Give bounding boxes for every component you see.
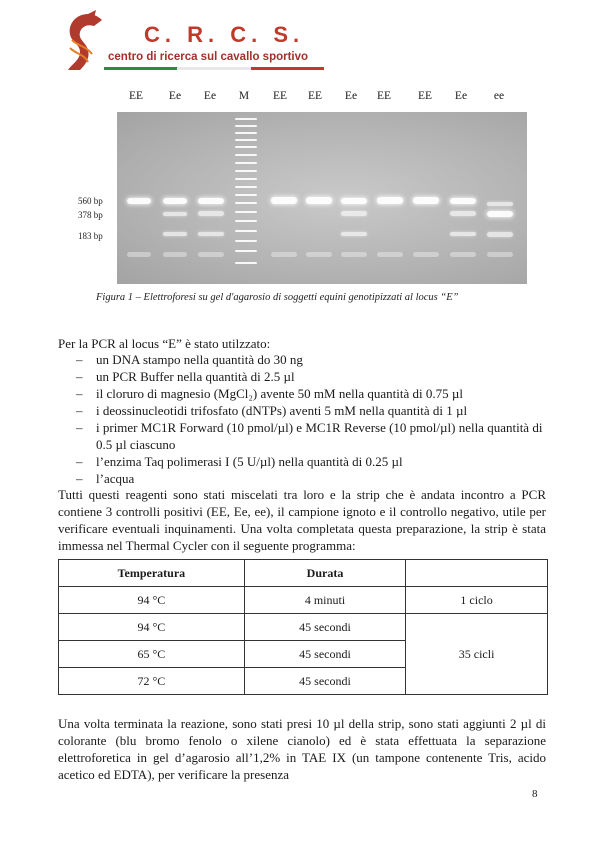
band (306, 252, 332, 257)
ladder-band (235, 230, 257, 232)
ladder-band (235, 162, 257, 164)
band (163, 252, 187, 257)
column-header-duration: Durata (244, 560, 405, 587)
band (487, 232, 513, 237)
ladder-band (235, 211, 257, 213)
cycles-cell: 35 cicli (406, 614, 548, 695)
lane-label: ee (493, 90, 505, 102)
band (487, 211, 513, 217)
column-header-temperature: Temperatura (59, 560, 245, 587)
list-item: – un PCR Buffer nella quantità di 2.5 µl (76, 369, 295, 384)
reagent-paragraph: Tutti questi reagenti sono stati miscelati tra loro e la strip che è andata incontro a PCR contiene 3 controlli positivi (EE, Ee, ee), il campione ignoto e il controllo negativo, utile per verificare eventuali inquinamenti. Una volta completata questa preparazione, la strip è stata immessa nel Thermal Cycler con il seguente programma: (58, 487, 546, 553)
band (487, 252, 513, 257)
column-header-cycles (406, 560, 548, 587)
band (341, 211, 367, 216)
lane-label: EE (376, 90, 392, 102)
temperature-cell: 65 °C (59, 641, 245, 668)
flag-green (104, 67, 177, 70)
duration-cell: 4 minuti (244, 587, 405, 614)
cycles-cell: 1 ciclo (406, 587, 548, 614)
band (450, 198, 476, 204)
ladder-band (235, 194, 257, 196)
lane-label: EE (307, 90, 323, 102)
table-header-row (59, 560, 548, 587)
lane-label: EE (417, 90, 433, 102)
duration-cell: 45 secondi (244, 614, 405, 641)
list-item: – un DNA stampo nella quantità do 30 ng (76, 352, 303, 367)
lane-label: Ee (344, 90, 358, 102)
band (271, 197, 297, 204)
lane-label: Ee (203, 90, 217, 102)
flag-red (251, 67, 324, 70)
band (271, 252, 297, 257)
duration-cell: 45 secondi (244, 668, 405, 695)
band (198, 198, 224, 204)
band (127, 198, 151, 204)
band (450, 232, 476, 236)
band (198, 232, 224, 236)
logo-title: C. R. C. S. (144, 22, 305, 47)
ladder-band (235, 170, 257, 172)
ladder-band (235, 132, 257, 134)
lane-label: EE (272, 90, 288, 102)
list-item: – i deossinucleotidi trifosfato (dNTPs) aventi 5 mM nella quantità di 1 µl (76, 403, 468, 418)
ladder-band (235, 220, 257, 222)
band (377, 197, 403, 204)
bp-marker-560: 560 bp (78, 196, 103, 206)
table-row (59, 614, 548, 641)
band (341, 252, 367, 257)
band (377, 252, 403, 257)
horse-logo-icon (58, 10, 112, 74)
lane-label: EE (128, 90, 144, 102)
table-row (59, 587, 548, 614)
logo-subtitle: centro di ricerca sul cavallo sportivo (108, 51, 309, 63)
band (198, 252, 224, 257)
ladder-band (235, 186, 257, 188)
ladder-band (235, 118, 257, 120)
ladder-band (235, 202, 257, 204)
bp-marker-183: 183 bp (78, 231, 103, 241)
logo-flag-stripe (104, 67, 324, 70)
gel-image (117, 112, 527, 284)
thermal-cycler-table (58, 559, 548, 695)
reaction-paragraph: Una volta terminata la reazione, sono stati presi 10 µl della strip, sono stati aggiunti 2 µl di colorante (blu bromo fenolo o xilene cianolo) ed è stata effettuata la separazione elettroforetica in gel d’agarosio all’1,2% in TAE IX (un tampone contenente Tris, acido acetico ed EDTA), per verificare la presenza (58, 716, 546, 782)
reagent-list (76, 351, 556, 487)
gel-figure (62, 86, 532, 286)
lane-label: Ee (168, 90, 182, 102)
ladder-band (235, 146, 257, 148)
ladder-band (235, 125, 257, 127)
ladder-band (235, 250, 257, 252)
band (341, 232, 367, 236)
list-item: – l’enzima Taq polimerasi I (5 U/µl) nella quantità di 0.25 µl (76, 454, 403, 469)
list-item: – i primer MC1R Forward (10 pmol/µl) e MC1R Reverse (10 pmol/µl) nella quantità di 0.5 µl ciascuno (76, 420, 543, 452)
band (198, 211, 224, 216)
ladder-band (235, 240, 257, 242)
duration-cell: 45 secondi (244, 641, 405, 668)
ladder-band (235, 154, 257, 156)
crcs-logo (58, 10, 309, 74)
list-item: – il cloruro di magnesio (MgCl₂) avente 50 mM nella quantità di 0.75 µl (76, 386, 463, 401)
figure-caption: Figura 1 – Elettroforesi su gel d'agarosio di soggetti equini genotipizzati al locus “E” (96, 292, 459, 303)
flag-white (177, 67, 250, 70)
temperature-cell: 94 °C (59, 614, 245, 641)
lane-label: M (238, 90, 250, 102)
intro-text: Per la PCR al locus “E” è stato utilzzato: (58, 336, 271, 351)
band (127, 252, 151, 257)
temperature-cell: 94 °C (59, 587, 245, 614)
list-item: – l’acqua (76, 471, 135, 486)
page-number: 8 (532, 788, 538, 800)
band (413, 197, 439, 204)
band (163, 198, 187, 204)
ladder-band (235, 178, 257, 180)
bp-marker-378: 378 bp (78, 210, 103, 220)
ladder-band (235, 139, 257, 141)
band (450, 211, 476, 216)
band (341, 198, 367, 204)
lane-label: Ee (454, 90, 468, 102)
band (487, 202, 513, 206)
temperature-cell: 72 °C (59, 668, 245, 695)
band (413, 252, 439, 257)
band (163, 212, 187, 216)
ladder-band (235, 262, 257, 264)
band (306, 197, 332, 204)
band (163, 232, 187, 236)
band (450, 252, 476, 257)
